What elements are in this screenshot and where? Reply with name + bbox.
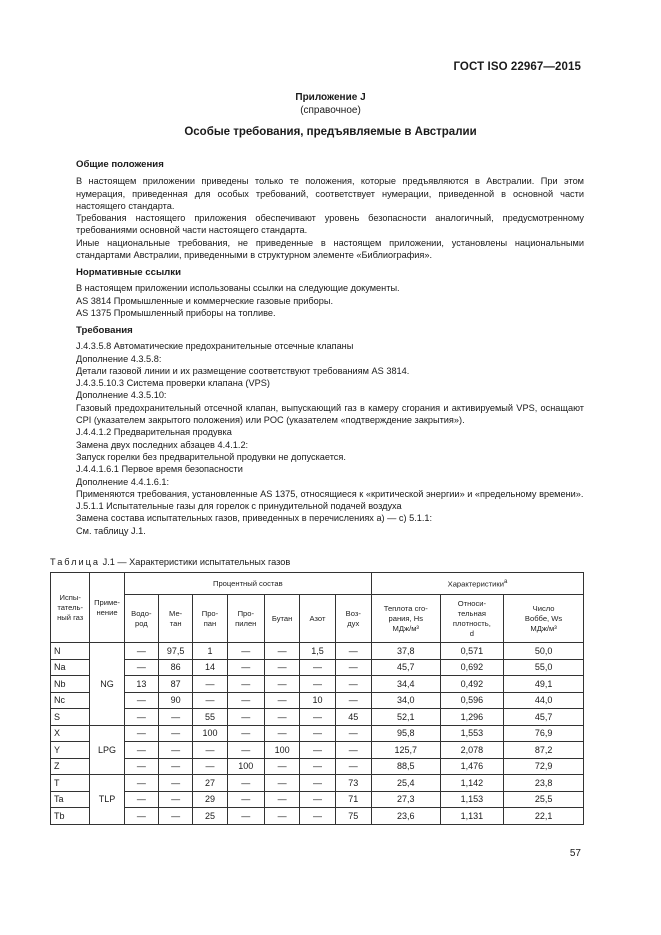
req-line: Дополнение 4.3.5.10:: [76, 390, 167, 401]
cell-c4h10: —: [264, 775, 299, 792]
cell-air: —: [335, 742, 371, 759]
cell-n2: 10: [300, 692, 335, 709]
cell-ch4: 97,5: [158, 643, 192, 660]
cell-ch4: —: [158, 791, 192, 808]
table-body: [51, 643, 584, 825]
cell-h2: 13: [124, 676, 158, 693]
cell-ch4: —: [158, 775, 192, 792]
cell-n2: —: [300, 742, 335, 759]
page-number: 57: [569, 848, 581, 859]
req-line: J.4.3.5.10.3 Система проверки клапана (VPS): [76, 378, 270, 389]
cell-air: —: [335, 659, 371, 676]
cell-d: 1,131: [440, 808, 504, 825]
req-line: См. таблицу J.1.: [76, 525, 146, 536]
cell-n2: —: [300, 791, 335, 808]
header-propylene: Про- пилен: [227, 595, 264, 643]
cell-c4h10: —: [264, 758, 299, 775]
cell-air: —: [335, 692, 371, 709]
cell-d: 1,296: [440, 709, 504, 726]
cell-application: NG: [90, 643, 124, 726]
cell-hs: 45,7: [371, 659, 440, 676]
references-heading: Нормативные ссылки: [76, 267, 181, 278]
cell-c3h8: 100: [193, 725, 227, 742]
cell-d: 1,142: [440, 775, 504, 792]
cell-n2: —: [300, 775, 335, 792]
header-characteristics-text: Характеристики: [447, 579, 504, 589]
cell-d: 1,153: [440, 791, 504, 808]
table-row: [51, 643, 584, 660]
cell-c3h6: —: [227, 725, 264, 742]
cell-c4h10: —: [264, 709, 299, 726]
req-line: Запуск горелки без предварительной продувки не допускается.: [76, 451, 346, 462]
cell-ws: 25,5: [504, 791, 584, 808]
header-air: Воз- дух: [335, 595, 371, 643]
cell-ch4: —: [158, 709, 192, 726]
cell-air: 75: [335, 808, 371, 825]
cell-n2: —: [300, 725, 335, 742]
cell-c3h6: —: [227, 659, 264, 676]
cell-c3h6: —: [227, 692, 264, 709]
cell-c3h8: 25: [193, 808, 227, 825]
requirements-section: [76, 325, 584, 537]
cell-c3h8: 14: [193, 659, 227, 676]
cell-c3h8: —: [193, 692, 227, 709]
cell-hs: 125,7: [371, 742, 440, 759]
cell-n2: 1,5: [300, 643, 335, 660]
cell-ch4: —: [158, 758, 192, 775]
header-composition: Процентный состав: [124, 573, 371, 595]
cell-gas: Na: [51, 659, 90, 676]
annex-title: Приложение J: [295, 92, 366, 103]
header-propane: Про- пан: [193, 595, 227, 643]
table-row: [51, 775, 584, 792]
table-row: [51, 742, 584, 759]
cell-gas: X: [51, 725, 90, 742]
cell-ws: 72,9: [504, 758, 584, 775]
cell-c3h8: 29: [193, 791, 227, 808]
table-row: [51, 692, 584, 709]
req-line: Газовый предохранительный отсечной клапан, выпускающий газ в камеру сгорания и активируемый VPS, оснащают CPI (указателем закрытого положения) или POC (указателем «подтверждение закрытия»).: [76, 402, 584, 426]
cell-ws: 22,1: [504, 808, 584, 825]
table-caption: [50, 557, 290, 567]
annex-subtitle: (справочное): [300, 105, 361, 116]
cell-d: 0,596: [440, 692, 504, 709]
requirements-heading: Требования: [76, 325, 133, 336]
cell-c3h6: —: [227, 742, 264, 759]
cell-h2: —: [124, 742, 158, 759]
cell-d: 2,078: [440, 742, 504, 759]
reference-as3814: AS 3814 Промышленные и коммерческие газовые приборы.: [76, 295, 334, 306]
cell-n2: —: [300, 808, 335, 825]
cell-hs: 34,0: [371, 692, 440, 709]
cell-air: —: [335, 643, 371, 660]
table-row: [51, 791, 584, 808]
general-p1: В настоящем приложении приведены только те положения, которые предъявляются в Австралии. При этом нумерация, приведенная для особых требований, соответствует нумерации, приведенной в основной части настоящего стандарта.: [76, 176, 584, 211]
table-row: [51, 725, 584, 742]
page-title: Особые требования, предъявляемые в Австралии: [184, 126, 477, 138]
req-line: Применяются требования, установленные AS 1375, относящиеся к «критической энергии» и «предельному времени».: [76, 488, 584, 499]
cell-d: 0,492: [440, 676, 504, 693]
cell-d: 1,476: [440, 758, 504, 775]
cell-ws: 87,2: [504, 742, 584, 759]
header-nitrogen: Азот: [300, 595, 335, 643]
cell-hs: 27,3: [371, 791, 440, 808]
cell-air: —: [335, 758, 371, 775]
cell-ch4: 87: [158, 676, 192, 693]
header-wobbe: Число Воббе, Ws МДж/м³: [504, 595, 584, 643]
cell-c4h10: —: [264, 676, 299, 693]
cell-h2: —: [124, 758, 158, 775]
table-row: [51, 676, 584, 693]
cell-gas: S: [51, 709, 90, 726]
req-line: Дополнение 4.4.1.6.1:: [76, 476, 170, 487]
cell-gas: Z: [51, 758, 90, 775]
cell-c3h8: —: [193, 758, 227, 775]
header-characteristics: [371, 573, 583, 595]
cell-air: 71: [335, 791, 371, 808]
cell-n2: —: [300, 709, 335, 726]
cell-gas: Tb: [51, 808, 90, 825]
req-line: J.5.1.1 Испытательные газы для горелок с принудительной подачей воздуха: [76, 501, 402, 512]
cell-gas: Nb: [51, 676, 90, 693]
header-butane: Бутан: [264, 595, 299, 643]
cell-ch4: —: [158, 808, 192, 825]
cell-c3h8: 55: [193, 709, 227, 726]
header-characteristics-sup: a: [503, 579, 508, 586]
standard-header: ГОСТ ISO 22967—2015: [453, 61, 581, 73]
cell-gas: N: [51, 643, 90, 660]
table-row: [51, 659, 584, 676]
cell-gas: Y: [51, 742, 90, 759]
cell-ch4: —: [158, 725, 192, 742]
cell-air: —: [335, 725, 371, 742]
header-methane: Ме- тан: [158, 595, 192, 643]
cell-c4h10: —: [264, 791, 299, 808]
cell-gas: Ta: [51, 791, 90, 808]
cell-c3h8: —: [193, 676, 227, 693]
cell-ws: 49,1: [504, 676, 584, 693]
cell-c4h10: —: [264, 659, 299, 676]
cell-ws: 76,9: [504, 725, 584, 742]
req-line: J.4.4.1.6.1 Первое время безопасности: [76, 464, 243, 475]
cell-air: —: [335, 676, 371, 693]
cell-c3h6: —: [227, 676, 264, 693]
cell-n2: —: [300, 676, 335, 693]
req-line: Детали газовой линии и их размещение соответствуют требованиям AS 3814.: [76, 365, 410, 376]
cell-c3h6: —: [227, 775, 264, 792]
cell-h2: —: [124, 643, 158, 660]
header-gas: Испы- татель- ный газ: [51, 573, 90, 643]
cell-ws: 45,7: [504, 709, 584, 726]
cell-d: 1,553: [440, 725, 504, 742]
cell-ws: 55,0: [504, 659, 584, 676]
cell-application: TLP: [90, 775, 124, 825]
cell-c4h10: —: [264, 643, 299, 660]
cell-h2: —: [124, 775, 158, 792]
cell-c3h8: 27: [193, 775, 227, 792]
cell-hs: 88,5: [371, 758, 440, 775]
cell-ws: 23,8: [504, 775, 584, 792]
cell-hs: 95,8: [371, 725, 440, 742]
cell-ch4: 86: [158, 659, 192, 676]
cell-ch4: 90: [158, 692, 192, 709]
cell-ws: 44,0: [504, 692, 584, 709]
cell-air: 45: [335, 709, 371, 726]
req-line: Замена состава испытательных газов, приведенных в перечислениях a) — c) 5.1.1:: [76, 513, 433, 524]
req-line: J.4.3.5.8 Автоматические предохранительные отсечные клапаны: [76, 341, 354, 352]
cell-gas: T: [51, 775, 90, 792]
cell-hs: 37,8: [371, 643, 440, 660]
cell-gas: Nc: [51, 692, 90, 709]
header-heat-value: Теплота сго- рания, Hs МДж/м³: [371, 595, 440, 643]
general-heading: Общие положения: [76, 159, 164, 170]
cell-c4h10: —: [264, 808, 299, 825]
cell-h2: —: [124, 659, 158, 676]
cell-d: 0,571: [440, 643, 504, 660]
cell-h2: —: [124, 808, 158, 825]
cell-n2: —: [300, 659, 335, 676]
table-caption-text: J.1 — Характеристики испытательных газов: [102, 557, 291, 567]
cell-c3h8: —: [193, 742, 227, 759]
references-intro: В настоящем приложении использованы ссылки на следующие документы.: [76, 283, 400, 294]
cell-ws: 50,0: [504, 643, 584, 660]
cell-c3h8: 1: [193, 643, 227, 660]
req-line: J.4.4.1.2 Предварительная продувка: [76, 427, 232, 438]
req-line: Дополнение 4.3.5.8:: [76, 353, 162, 364]
cell-n2: —: [300, 758, 335, 775]
cell-h2: —: [124, 709, 158, 726]
cell-air: 73: [335, 775, 371, 792]
req-line: Замена двух последних абзацев 4.4.1.2:: [76, 439, 249, 450]
header-application: Приме- нение: [90, 573, 124, 643]
cell-c3h6: —: [227, 709, 264, 726]
table-row: [51, 709, 584, 726]
cell-c4h10: —: [264, 692, 299, 709]
cell-h2: —: [124, 791, 158, 808]
test-gases-table: [50, 572, 584, 825]
cell-c4h10: —: [264, 725, 299, 742]
header-density: Относи- тельная плотность, d: [440, 595, 504, 643]
general-p2: Требования настоящего приложения обеспечивают уровень безопасности аналогичный, предусмотренному требованиями основной части настоящего стандарта.: [76, 213, 584, 236]
cell-c3h6: —: [227, 643, 264, 660]
cell-ch4: —: [158, 742, 192, 759]
reference-as1375: AS 1375 Промышленный приборы на топливе.: [76, 307, 276, 318]
table-row: [51, 758, 584, 775]
cell-application: LPG: [90, 725, 124, 775]
cell-h2: —: [124, 692, 158, 709]
cell-c3h6: —: [227, 791, 264, 808]
table-row: [51, 808, 584, 825]
header-hydrogen: Водо- род: [124, 595, 158, 643]
table-caption-prefix: Таблица: [50, 557, 101, 567]
cell-h2: —: [124, 725, 158, 742]
general-p3: Иные национальные требования, не приведенные в настоящем приложении, установлены национальными стандартами Австралии, приведенными в структурном элементе «Библиография».: [76, 237, 584, 261]
general-section: [76, 159, 584, 261]
references-section: [76, 267, 584, 319]
cell-hs: 34,4: [371, 676, 440, 693]
cell-c4h10: 100: [264, 742, 299, 759]
cell-c3h6: —: [227, 808, 264, 825]
cell-hs: 23,6: [371, 808, 440, 825]
cell-d: 0,692: [440, 659, 504, 676]
cell-hs: 25,4: [371, 775, 440, 792]
cell-hs: 52,1: [371, 709, 440, 726]
cell-c3h6: 100: [227, 758, 264, 775]
